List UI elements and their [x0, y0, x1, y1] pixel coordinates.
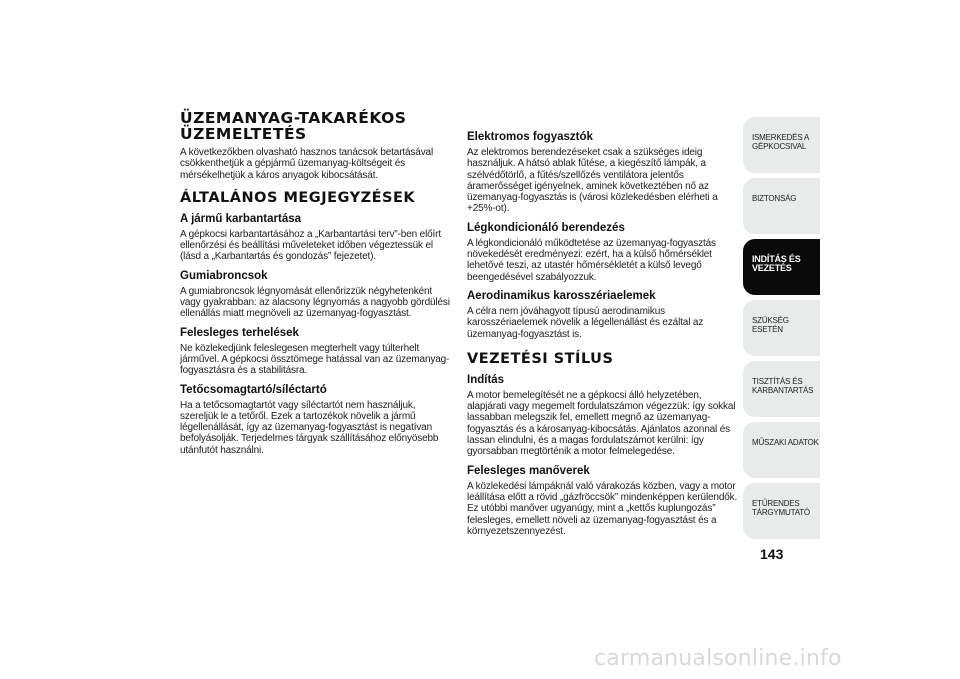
section-text: Ha a tetőcsomagtartót vagy síléctartót nem használjuk, szereljük le a tetőről. Ezek a tartozékok növelik a jármű légellenállását, így az üzemanyag-fogyasztást is negatívan befolyásolják. Terjedelmes tárgyak szállításához előnyösebb utánfutót használni.	[180, 399, 439, 456]
section-block	[180, 327, 452, 377]
section-block	[467, 131, 739, 215]
tab-biztonsag[interactable]	[743, 178, 820, 234]
tab-szukseg-eseten[interactable]	[743, 300, 820, 356]
page-number: 143	[760, 546, 784, 562]
tab-label: MŰSZAKI ADATOK	[752, 438, 819, 447]
section-heading: Felesleges terhelések	[180, 326, 299, 339]
intro-paragraph: A következőkben olvasható hasznos tanácsok betartásával csökkenthetjük a gépjármű üzemanyag-költségeit és mérsékelhetjük a káros anyagok kibocsátását.	[180, 147, 434, 181]
section-text: A gumiabroncsok légnyomását ellenőrizzük négyhetenként vagy gyakrabban: az alacsony légnyomás a nagyobb gördülési ellenállás miatt megnöveli az üzemanyag-fogyasztást.	[180, 285, 450, 320]
tab-label: BIZTONSÁG	[752, 194, 797, 203]
tab-inditas-es-vezetes[interactable]	[743, 239, 820, 295]
tab-targymutato[interactable]	[743, 483, 820, 539]
tab-muszaki-adatok[interactable]	[743, 422, 820, 478]
section-heading: Felesleges manőverek	[467, 464, 590, 477]
section-block	[467, 290, 739, 340]
chapter-sidebar	[743, 117, 820, 544]
left-column	[180, 110, 452, 460]
right-column	[467, 131, 739, 541]
tab-label: TISZTÍTÁS ÉS KARBANTARTÁS	[752, 377, 814, 395]
section-text: Ne közlekedjünk feleslegesen megterhelt vagy túlterhelt járművel. A gépkocsi össztömege hatással van az üzemanyag-fogyasztásra és a stabilitásra.	[180, 342, 450, 377]
section-text: A célra nem jóváhagyott típusú aerodinamikus karosszériaelemek növelik a légellenállást és ezáltal az üzemanyag-fogyasztást is.	[467, 305, 704, 340]
section-text: A gépkocsi karbantartásához a „Karbantartási terv”-ben előírt ellenőrzési és beállítási műveleteket időben végeztessük el (lásd a „Karbantartás és gondozás” fejezetet).	[180, 228, 441, 263]
tab-label: INDÍTÁS ÉS VEZETÉS	[752, 254, 801, 273]
section-block	[180, 213, 452, 263]
tab-label: ISMERKEDÉS A GÉPKOCSIVAL	[752, 133, 810, 151]
section-block	[467, 222, 739, 283]
tab-label: ETŰRENDES TÁRGYMUTATÓ	[752, 499, 810, 517]
page-title: ÜZEMANYAG-TAKARÉKOS ÜZEMELTETÉS	[180, 109, 407, 143]
section-text: A motor bemelegítését ne a gépkocsi álló helyzetében, alapjárati vagy megemelt fordulatszámon végezzük: így sokkal lassabban melegszik fel, emellett megnő az üzemanyag-fogyasztás és a károsanyag-kibocsátás. Ajánlatos azonnal és lassan elindulni, és a magas fordulatszámot kerülni: így gyorsabban megtörténik a motor felmelegedése.	[467, 389, 736, 458]
tab-label: SZÜKSÉG ESETÉN	[752, 316, 789, 334]
section-text: A légkondicionáló működtetése az üzemanyag-fogyasztás növekedését eredményezi: ezért, ha a külső hőmérséklet lehetővé teszi, az utastér hőmérsékletét a külső levegő beengedésével szabályozzuk.	[467, 237, 716, 283]
section-block	[180, 270, 452, 320]
section-heading: Gumiabroncsok	[180, 269, 268, 282]
section-text: A közlekedési lámpáknál való várakozás közben, vagy a motor leállítása előtt a rövid „gázfröccsök” mindenképpen kerülendők. Ez utóbbi manőver ugyanúgy, mint a „kettős kuplungozás” felesleges, emellett növeli az üzemanyag-fogyasztást és a környezetszennyezést.	[467, 480, 738, 537]
tab-ismerkedes[interactable]	[743, 117, 820, 173]
section-heading: A jármű karbantartása	[180, 212, 302, 225]
section-block	[467, 465, 739, 537]
section-text: Az elektromos berendezéseket csak a szükséges ideig használjuk. A hátsó ablak fűtése, a kiegészítő lámpák, a szélvédőtörlő, a fűtés/szellőzés ventilátora jelentős áramerősséget igényelnek, aminek következtében nő az üzemanyag-fogyasztás is (városi közlekedésben elérheti a +25%-ot).	[467, 147, 718, 215]
tab-tisztitas[interactable]	[743, 361, 820, 417]
section-heading: Indítás	[467, 373, 505, 386]
general-remarks-title: ÁLTALÁNOS MEGJEGYZÉSEK	[180, 189, 416, 206]
section-heading: Aerodinamikus karosszériaelemek	[467, 289, 656, 302]
section-block	[467, 374, 739, 458]
section-heading: Elektromos fogyasztók	[467, 131, 593, 143]
section-heading: Légkondicionáló berendezés	[467, 221, 625, 234]
watermark: carmanualsonline.info	[594, 646, 842, 671]
driving-style-title: VEZETÉSI STÍLUS	[467, 350, 614, 367]
section-heading: Tetőcsomagtartó/síléctartó	[180, 383, 327, 396]
section-block	[180, 384, 452, 456]
